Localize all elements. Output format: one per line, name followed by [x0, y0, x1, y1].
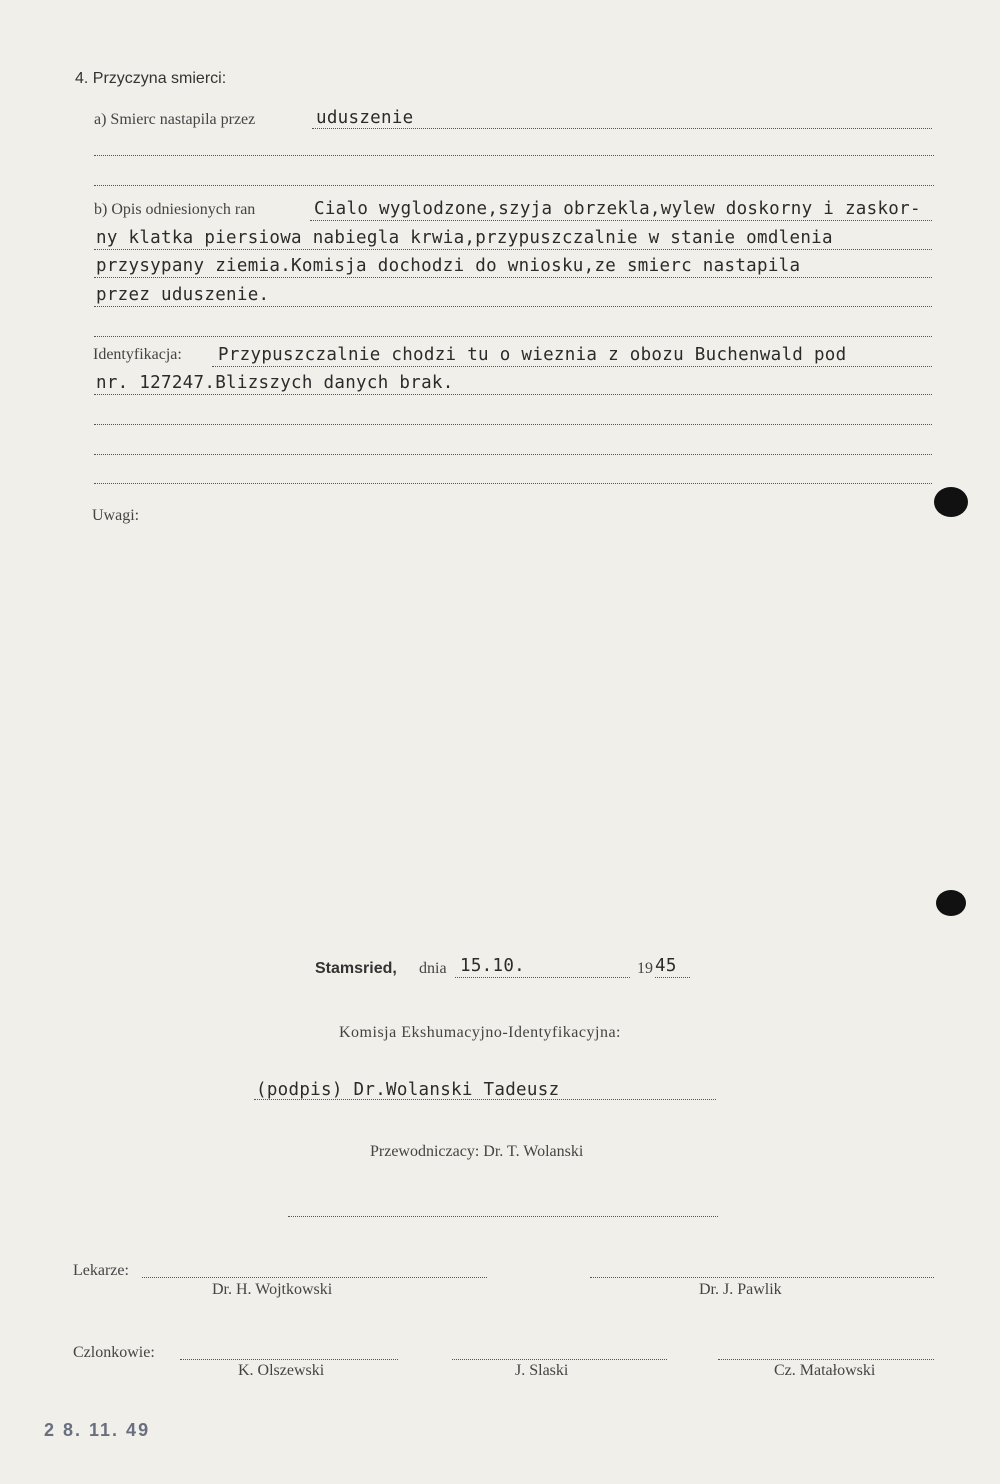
blank-line-4	[94, 424, 932, 425]
doctor-1-line	[142, 1277, 487, 1278]
cause-value: uduszenie	[316, 108, 414, 128]
place-name: Stamsried,	[315, 960, 397, 977]
archive-stamp: 2 8. 11. 49	[44, 1420, 151, 1440]
blank-line-3	[94, 336, 932, 337]
wounds-text-line-4: przez uduszenie.	[96, 285, 270, 305]
members-label: Czlonkowie:	[73, 1344, 155, 1361]
member-3-line	[718, 1359, 934, 1360]
date-line	[455, 977, 630, 978]
section-heading: 4. Przyczyna smierci:	[75, 70, 227, 87]
wounds-label: b) Opis odniesionych ran	[94, 201, 256, 218]
doctors-label: Lekarze:	[73, 1262, 129, 1279]
blank-line-1	[94, 155, 934, 156]
wounds-line-3	[94, 277, 932, 278]
wounds-text-line-3: przysypany ziemia.Komisja dochodzi do wniosku,ze smierc nastapila	[96, 256, 801, 276]
year-line	[655, 977, 690, 978]
wounds-text-line-2: ny klatka piersiowa nabiegla krwia,przypuszczalnie w stanie omdlenia	[96, 228, 833, 248]
wounds-text-line-1: Cialo wyglodzone,szyja obrzekla,wylew doskorny i zaskor-	[314, 199, 921, 219]
identification-line-1	[212, 366, 932, 367]
year-prefix: 19	[637, 960, 653, 977]
blank-line-2	[94, 185, 934, 186]
wounds-line-1	[310, 220, 932, 221]
doctor-2-line	[590, 1277, 934, 1278]
remarks-label: Uwagi:	[92, 507, 140, 524]
date-label: dnia	[419, 960, 447, 977]
wounds-line-4	[94, 306, 932, 307]
blank-line-6	[94, 483, 932, 484]
blank-line-5	[94, 454, 932, 455]
member-2-line	[452, 1359, 667, 1360]
cause-line	[312, 128, 932, 129]
doctor-2-name: Dr. J. Pawlik	[699, 1281, 782, 1298]
identification-line-2	[94, 394, 932, 395]
member-1-name: K. Olszewski	[238, 1362, 325, 1379]
commission-title: Komisja Ekshumacyjno-Identyfikacyjna:	[339, 1024, 621, 1041]
doctor-1-name: Dr. H. Wojtkowski	[212, 1281, 333, 1298]
cause-label: a) Smierc nastapila przez	[94, 111, 256, 128]
date-value: 15.10.	[460, 956, 526, 976]
ink-blot-1	[934, 487, 968, 517]
wounds-line-2	[94, 249, 932, 250]
member-1-line	[180, 1359, 398, 1360]
member-2-name: J. Slaski	[515, 1362, 569, 1379]
member-3-name: Cz. Matałowski	[774, 1362, 876, 1379]
identification-text-line-2: nr. 127247.Blizszych danych brak.	[96, 373, 454, 393]
chairman: Przewodniczacy: Dr. T. Wolanski	[370, 1143, 584, 1160]
identification-label: Identyfikacja:	[93, 346, 182, 363]
chairman-sign-line	[288, 1216, 718, 1217]
year-suffix: 45	[655, 956, 677, 976]
commission-signature: (podpis) Dr.Wolanski Tadeusz	[256, 1080, 560, 1100]
ink-blot-2	[936, 890, 966, 916]
identification-text-line-1: Przypuszczalnie chodzi tu o wieznia z obozu Buchenwald pod	[218, 345, 847, 365]
